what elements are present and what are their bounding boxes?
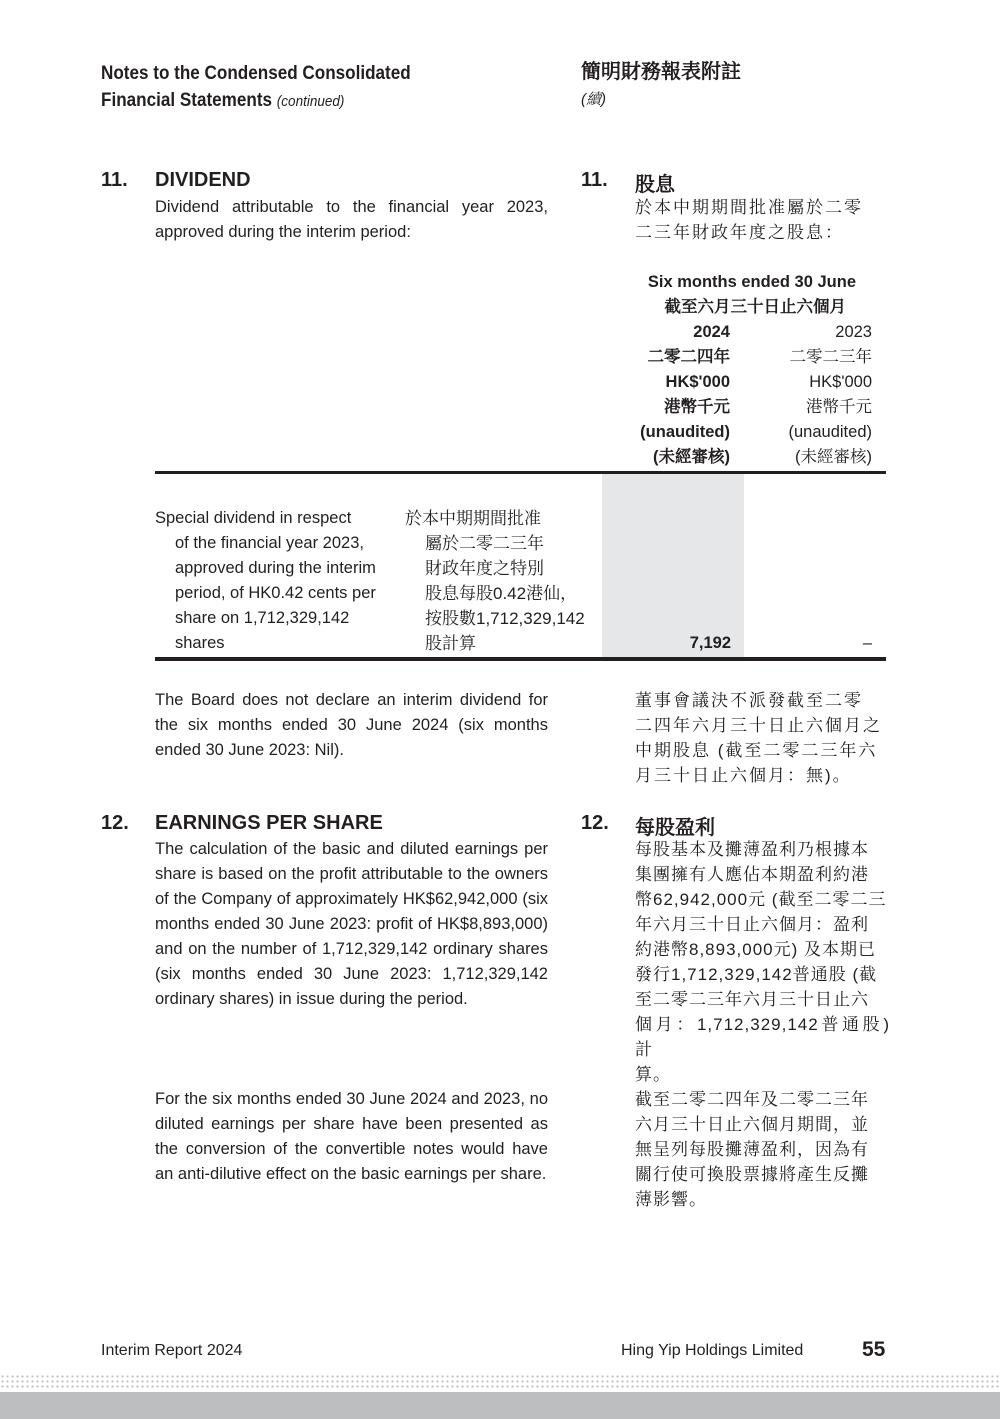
intro-zh-line: 於本中期期間批准屬於二零 bbox=[635, 198, 863, 217]
row-label-line: shares bbox=[175, 634, 225, 652]
board-zh-line: 中期股息 (截至二零二三年六 bbox=[635, 741, 878, 760]
board-zh-line: 月三十日止六個月：無)。 bbox=[635, 766, 852, 785]
header-title-en bbox=[101, 60, 411, 115]
eps2-zh-line: 截至二零二四年及二零二三年 bbox=[635, 1090, 869, 1109]
table-period-en: Six months ended 30 June bbox=[647, 273, 856, 291]
col-2024-unit-zh: 港幣千元 bbox=[664, 398, 730, 416]
col-2024-status: (unaudited) bbox=[640, 423, 730, 441]
board-statement-zh bbox=[635, 688, 890, 788]
section-12-title-zh: 每股盈利 bbox=[635, 817, 715, 839]
eps-zh-line: 每股基本及攤薄盈利乃根據本 bbox=[635, 840, 869, 859]
eps-zh-line: 集團擁有人應佔本期盈利約港 bbox=[635, 865, 869, 884]
header-title-line1: Notes to the Condensed Consolidated bbox=[101, 63, 411, 84]
col-2023-status-zh: (未經審核) bbox=[795, 448, 872, 466]
eps2-zh-line: 無呈列每股攤薄盈利，因為有 bbox=[635, 1140, 869, 1159]
table-period-zh: 截至六月三十日止六個月 bbox=[664, 298, 846, 316]
eps-zh-line: 至二零二三年六月三十日止六 bbox=[635, 990, 869, 1009]
col-2024-header bbox=[600, 320, 730, 470]
dividend-value-2024: 7,192 bbox=[689, 634, 731, 652]
section-11-intro-zh bbox=[635, 195, 887, 245]
col-2024-unit: HK$'000 bbox=[665, 373, 730, 391]
col-2023-year-zh: 二零二三年 bbox=[789, 348, 872, 366]
row-label-zh-line: 屬於二零二三年 bbox=[425, 534, 544, 553]
row-label-line: of the financial year 2023, bbox=[175, 534, 364, 552]
board-zh-line: 二四年六月三十日止六個月之 bbox=[635, 716, 882, 735]
col-2023-unit-zh: 港幣千元 bbox=[806, 398, 872, 416]
eps-zh-line: 個月：1,712,329,142普通股) 計 bbox=[635, 1015, 890, 1059]
eps-zh-line: 發行1,712,329,142普通股 (截 bbox=[635, 965, 878, 984]
eps-zh-line: 幣62,942,000元 (截至二零二三 bbox=[635, 890, 887, 909]
row-label-zh-line: 股計算 bbox=[425, 634, 476, 653]
row-label-zh-line: 財政年度之特別 bbox=[425, 559, 544, 578]
header-continued-zh: (續) bbox=[581, 91, 606, 108]
table-top-rule bbox=[155, 471, 886, 474]
intro-zh-line: 二三年財政年度之股息： bbox=[635, 223, 844, 242]
footer-dot-pattern bbox=[0, 1374, 1000, 1390]
page-number: 55 bbox=[862, 1338, 886, 1361]
eps-paragraph-1-en: The calculation of the basic and diluted earnings per share is based on the profit attributable to the owners of the Company of approximately HK$62,942,000 (six months ended 30 June 2023: profit of HK$8,893,000) and on the number of 1,712,329,142 ordinary shares (six months ended 30 June 2023: 1,712,329,142 ordinary shares) in issue during the period. bbox=[155, 840, 548, 1008]
eps-zh-line: 年六月三十日止六個月：盈利 bbox=[635, 915, 869, 934]
col-2023-year: 2023 bbox=[835, 323, 872, 341]
section-12-number-zh: 12. bbox=[581, 812, 609, 834]
eps-paragraph-2-en: For the six months ended 30 June 2024 and 2023, no diluted earnings per share have been presented as the conversion of the convertible notes would have an anti-dilutive effect on the basic earnings per share. bbox=[155, 1090, 548, 1183]
header-title-zh: 簡明財務報表附註 bbox=[581, 61, 741, 83]
col-2024-status-zh: (未經審核) bbox=[653, 448, 730, 466]
dividend-row-label-en bbox=[155, 506, 405, 656]
col-2024-year-zh: 二零二四年 bbox=[647, 348, 730, 366]
section-11-title: DIVIDEND bbox=[155, 169, 251, 191]
eps-paragraph-2-zh bbox=[635, 1087, 890, 1212]
highlight-column-2024 bbox=[602, 474, 744, 657]
header-title-line2-text: Financial Statements bbox=[101, 90, 273, 111]
footer-report-name: Interim Report 2024 bbox=[101, 1342, 243, 1359]
row-label-line: period, of HK0.42 cents per bbox=[175, 584, 376, 602]
footer-company-name: Hing Yip Holdings Limited bbox=[621, 1342, 804, 1359]
section-12-title: EARNINGS PER SHARE bbox=[155, 812, 383, 834]
footer-bar bbox=[0, 1392, 1000, 1419]
dividend-row-label-zh bbox=[405, 506, 600, 656]
section-11-intro: Dividend attributable to the financial year 2023, approved during the interim period: bbox=[155, 198, 548, 241]
section-11-number: 11. bbox=[101, 169, 128, 191]
section-12-number: 12. bbox=[101, 812, 129, 834]
row-label-line: approved during the interim bbox=[175, 559, 376, 577]
eps2-zh-line: 關行使可換股票據將產生反攤 bbox=[635, 1165, 869, 1184]
header-title-line2 bbox=[101, 87, 411, 115]
eps-zh-line: 約港幣8,893,000元) 及本期已 bbox=[635, 940, 877, 959]
row-label-zh-line: 按股數1,712,329,142 bbox=[425, 609, 585, 628]
row-label-zh-line: 股息每股0.42港仙， bbox=[425, 584, 578, 603]
header-continued: (continued) bbox=[276, 93, 345, 110]
eps-paragraph-1-zh bbox=[635, 837, 890, 1087]
section-11-number-zh: 11. bbox=[581, 169, 608, 191]
col-2023-unit: HK$'000 bbox=[809, 373, 872, 391]
eps2-zh-line: 六月三十日止六個月期間，並 bbox=[635, 1115, 869, 1134]
row-label-line: share on 1,712,329,142 bbox=[175, 609, 350, 627]
row-label-line: Special dividend in respect bbox=[155, 509, 352, 527]
board-statement-en: The Board does not declare an interim dividend for the six months ended 30 June 2024 (six months ended 30 June 2023: Nil). bbox=[155, 691, 548, 759]
col-2023-header bbox=[745, 320, 872, 470]
table-bottom-rule bbox=[155, 657, 886, 661]
dividend-value-2023: – bbox=[862, 634, 872, 652]
board-zh-line: 董事會議決不派發截至二零 bbox=[635, 691, 863, 710]
section-11-title-zh: 股息 bbox=[635, 174, 675, 196]
row-label-zh-line: 於本中期期間批准 bbox=[405, 509, 541, 528]
col-2023-status: (unaudited) bbox=[788, 423, 872, 441]
col-2024-year: 2024 bbox=[693, 323, 730, 341]
eps-zh-line: 算。 bbox=[635, 1065, 671, 1084]
eps2-zh-line: 薄影響。 bbox=[635, 1190, 707, 1209]
